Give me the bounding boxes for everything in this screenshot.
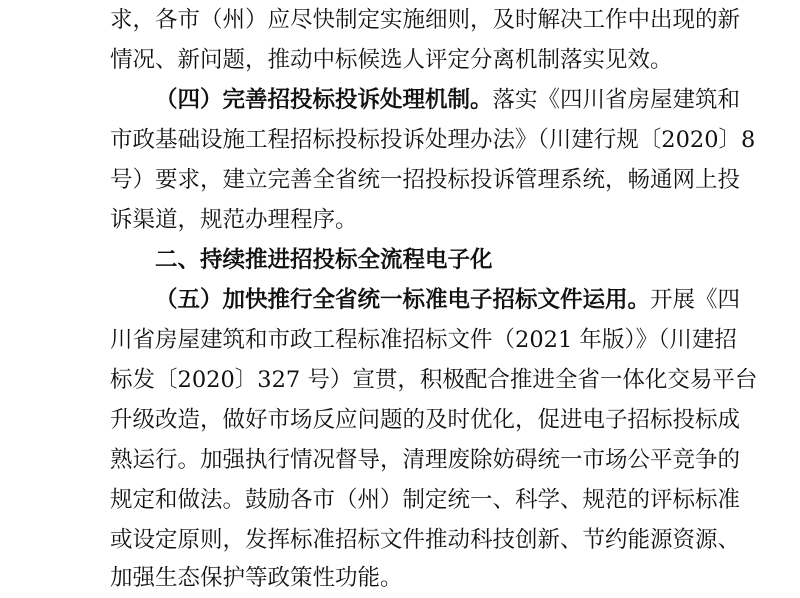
paragraph-line: 诉渠道，规范办理程序。 bbox=[110, 207, 358, 233]
paragraph-line: 号）要求，建立完善全省统一招投标投诉管理系统，畅通网上投 bbox=[110, 167, 741, 193]
paragraph-line: 规定和做法。鼓励各市（州）制定统一、科学、规范的评标标准 bbox=[110, 487, 741, 513]
item4-line1-text: 落实《四川省房屋建筑和 bbox=[492, 87, 741, 113]
item5-first-line bbox=[155, 280, 741, 320]
paragraph-line: 熟运行。加强执行情况督导，清理废除妨碍统一市场公平竞争的 bbox=[110, 447, 741, 473]
paragraph-line: 升级改造，做好市场反应问题的及时优化，促进电子招标投标成 bbox=[110, 407, 741, 433]
paragraph-line: 标发〔2020〕327 号）宣贯，积极配合推进全省一体化交易平台 bbox=[110, 367, 758, 393]
paragraph-line: 求，各市（州）应尽快制定实施细则，及时解决工作中出现的新 bbox=[110, 7, 741, 33]
paragraph-line: 加强生态保护等政策性功能。 bbox=[110, 565, 403, 591]
item4-heading: （四）完善招投标投诉处理机制。 bbox=[155, 87, 493, 113]
item4-first-line bbox=[155, 80, 741, 120]
item5-line1-text: 开展《四 bbox=[650, 287, 741, 313]
paragraph-line: 或设定原则，发挥标准招标文件推动科技创新、节约能源资源、 bbox=[110, 527, 741, 553]
paragraph-line: 情况、新问题，推动中标候选人评定分离机制落实见效。 bbox=[110, 47, 673, 73]
paragraph-line: 川省房屋建筑和市政工程标准招标文件（2021 年版）》（川建招 bbox=[110, 327, 737, 353]
paragraph-line: 市政基础设施工程招标投标投诉处理办法》（川建行规〔2020〕8 bbox=[110, 127, 756, 153]
item5-heading: （五）加快推行全省统一标准电子招标文件运用。 bbox=[155, 287, 651, 313]
section-heading: 二、持续推进招投标全流程电子化 bbox=[155, 247, 493, 273]
